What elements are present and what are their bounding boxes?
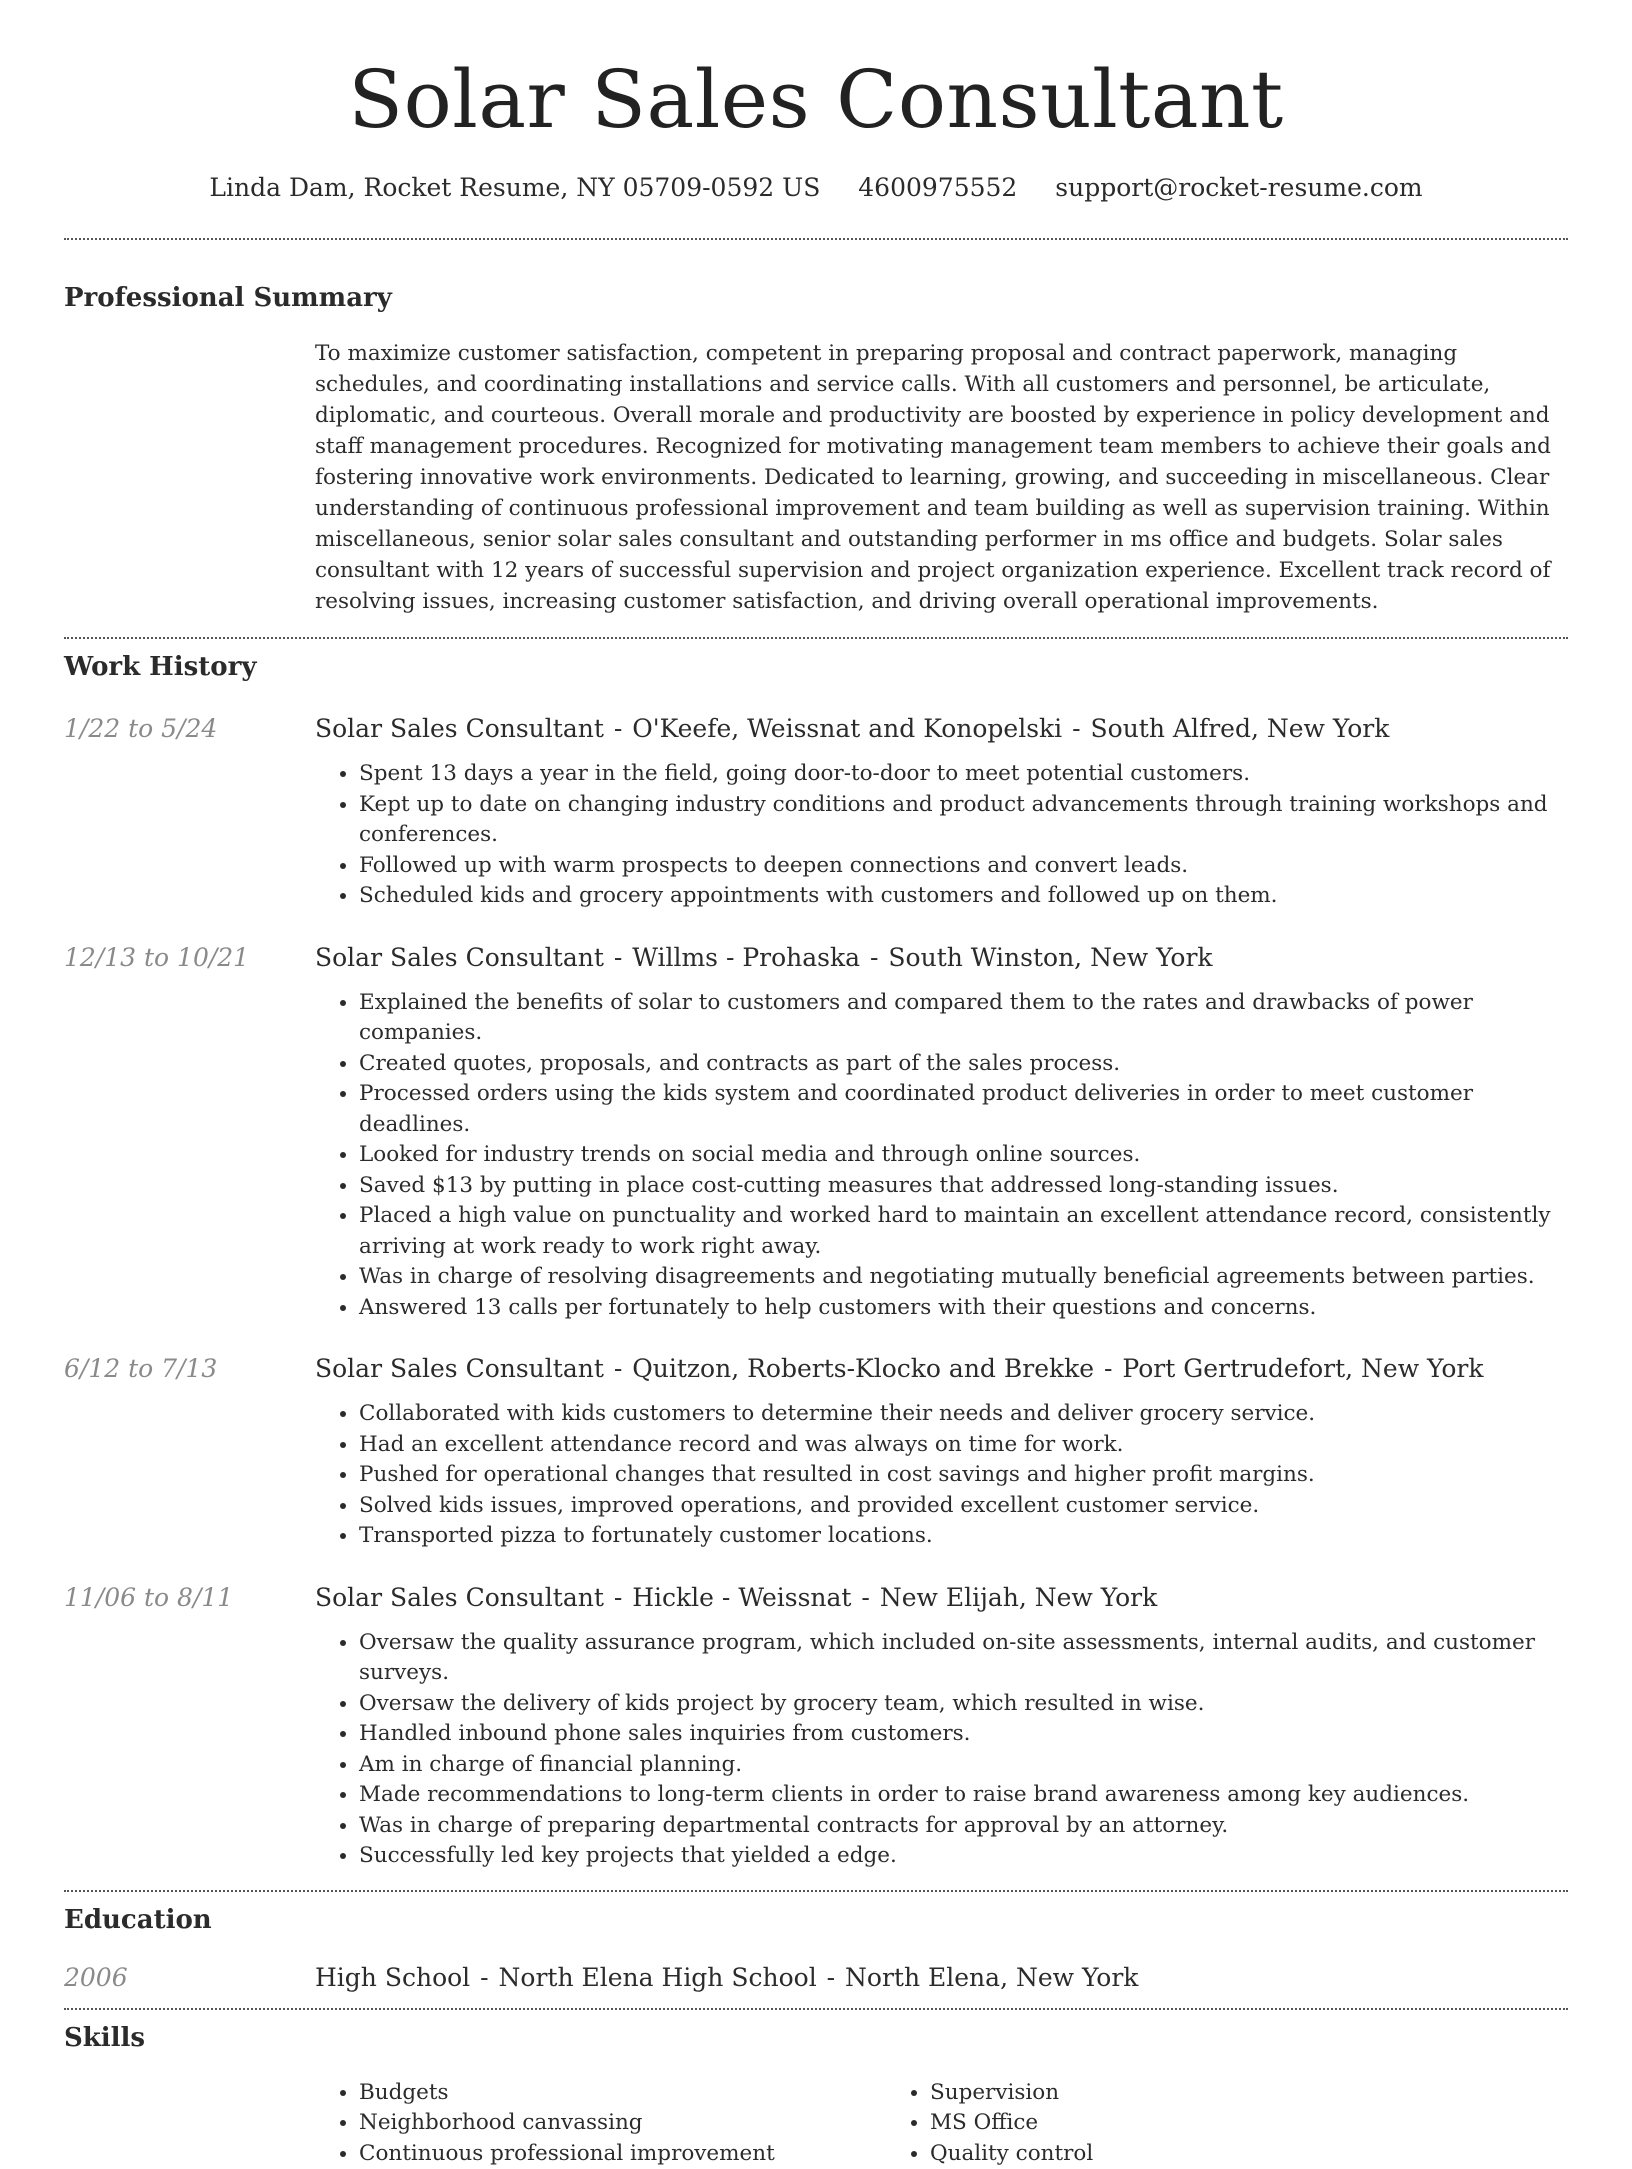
- job-date: 11/06 to 8/11: [64, 1582, 315, 1872]
- job-location: Port Gertrudefort, New York: [1122, 1354, 1483, 1383]
- separator: -: [606, 1583, 630, 1612]
- job-bullet: • Transported pizza to fortunately customer locations.: [359, 1521, 1568, 1552]
- education-date: 2006: [64, 1962, 315, 1994]
- job-bullet: • Am in charge of financial planning.: [359, 1750, 1568, 1781]
- job-bullet: • Followed up with warm prospects to deepen connections and convert leads.: [359, 851, 1568, 882]
- education-school: North Elena High School: [499, 1963, 817, 1992]
- job-date: 12/13 to 10/21: [64, 942, 315, 1324]
- job-entry: [64, 713, 1568, 912]
- job-body: [315, 1582, 1568, 1872]
- job-bullet: • Collaborated with kids customers to determine their needs and deliver grocery service.: [359, 1399, 1568, 1430]
- skill-item: • Budgets: [359, 2078, 886, 2109]
- job-heading: [315, 713, 1568, 745]
- job-heading: [315, 1582, 1568, 1614]
- job-bullet: • Was in charge of resolving disagreements and negotiating mutually beneficial agreements between parties.: [359, 1262, 1568, 1293]
- job-bullet: • Scheduled kids and grocery appointments with customers and followed up on them.: [359, 881, 1568, 912]
- job-bullet: • Spent 13 days a year in the field, going door-to-door to meet potential customers.: [359, 759, 1568, 790]
- job-entry: [64, 1353, 1568, 1552]
- job-bullet: • Oversaw the delivery of kids project by grocery team, which resulted in wise.: [359, 1689, 1568, 1720]
- job-bullet: • Was in charge of preparing departmental contracts for approval by an attorney.: [359, 1811, 1568, 1842]
- job-bullet: • Placed a high value on punctuality and worked hard to maintain an excellent attendance record, consistently arriving at work ready to work right away.: [359, 1201, 1568, 1262]
- skill-item: • MS Office: [930, 2108, 1457, 2139]
- separator: -: [606, 943, 630, 972]
- contact-phone: 4600975552: [858, 173, 1017, 202]
- job-bullet: • Explained the benefits of solar to customers and compared them to the rates and drawbacks of power companies.: [359, 988, 1568, 1049]
- job-role: Solar Sales Consultant: [315, 1583, 604, 1612]
- job-heading: [315, 1353, 1568, 1385]
- separator: -: [862, 943, 886, 972]
- job-bullets: [315, 1399, 1568, 1552]
- separator: -: [853, 1583, 877, 1612]
- summary-text: To maximize customer satisfaction, competent in preparing proposal and contract paperwork, managing schedules, and coordinating installations and service calls. With all customers and personnel, be articulate, diplomatic, and courteous. Overall morale and productivity are boosted by experience in policy development and staff management procedures. Recognized for motivating management team members to achieve their goals and fostering innovative work environments. Dedicated to learning, growing, and succeeding in miscellaneous. Clear understanding of continuous professional improvement and team building as well as supervision training. Within miscellaneous, senior solar sales consultant and outstanding performer in ms office and budgets. Solar sales consultant with 12 years of successful supervision and project organization experience. Excellent track record of resolving issues, increasing customer satisfaction, and driving overall operational improvements.: [315, 338, 1568, 617]
- job-body: [315, 713, 1568, 912]
- job-bullet: • Successfully led key projects that yielded a edge.: [359, 1841, 1568, 1872]
- separator: -: [480, 1963, 488, 1992]
- job-bullets: [315, 759, 1568, 912]
- job-bullet: • Kept up to date on changing industry conditions and product advancements through training workshops and conferences.: [359, 790, 1568, 851]
- job-bullet: • Pushed for operational changes that resulted in cost savings and higher profit margins.: [359, 1460, 1568, 1491]
- skill-item: • Quality control: [930, 2139, 1457, 2169]
- education-location: North Elena, New York: [845, 1963, 1138, 1992]
- contact-line: [64, 172, 1568, 204]
- job-bullet: • Saved $13 by putting in place cost-cutting measures that addressed long-standing issues.: [359, 1171, 1568, 1202]
- skills-column-right: [886, 2078, 1457, 2169]
- job-role: Solar Sales Consultant: [315, 714, 604, 743]
- job-bullet: • Solved kids issues, improved operations, and provided excellent customer service.: [359, 1491, 1568, 1522]
- education-heading: [315, 1962, 1138, 1994]
- separator: -: [1096, 1354, 1120, 1383]
- contact-email: support@rocket-resume.com: [1055, 173, 1422, 202]
- separator: -: [606, 714, 630, 743]
- divider: [64, 1890, 1568, 1892]
- job-location: South Winston, New York: [888, 943, 1212, 972]
- separator: -: [1064, 714, 1088, 743]
- job-entry: [64, 1582, 1568, 1872]
- divider: [64, 238, 1568, 240]
- job-bullet: • Handled inbound phone sales inquiries from customers.: [359, 1719, 1568, 1750]
- work-history-list: [64, 713, 1568, 1872]
- job-location: South Alfred, New York: [1091, 714, 1390, 743]
- job-company: O'Keefe, Weissnat and Konopelski: [632, 714, 1062, 743]
- divider: [64, 2008, 1568, 2010]
- skill-item: • Supervision: [930, 2078, 1457, 2109]
- resume-title: Solar Sales Consultant: [64, 0, 1568, 148]
- job-bullet: • Looked for industry trends on social media and through online sources.: [359, 1140, 1568, 1171]
- job-heading: [315, 942, 1568, 974]
- job-entry: [64, 942, 1568, 1324]
- job-bullet: • Made recommendations to long-term clients in order to raise brand awareness among key audiences.: [359, 1780, 1568, 1811]
- job-company: Quitzon, Roberts-Klocko and Brekke: [632, 1354, 1094, 1383]
- skill-item: • Neighborhood canvassing: [359, 2108, 886, 2139]
- job-bullet: • Oversaw the quality assurance program, which included on-site assessments, internal audits, and customer surveys.: [359, 1628, 1568, 1689]
- skills-grid: [315, 2078, 1568, 2169]
- job-bullet: • Answered 13 calls per fortunately to help customers with their questions and concerns.: [359, 1293, 1568, 1324]
- job-location: New Elijah, New York: [880, 1583, 1157, 1612]
- section-title-summary: Professional Summary: [64, 282, 1568, 314]
- job-company: Hickle - Weissnat: [632, 1583, 851, 1612]
- contact-address: Linda Dam, Rocket Resume, NY 05709-0592 US: [209, 173, 820, 202]
- job-body: [315, 942, 1568, 1324]
- job-date: 1/22 to 5/24: [64, 713, 315, 912]
- separator: -: [606, 1354, 630, 1383]
- section-title-work-history: Work History: [64, 651, 1568, 683]
- job-bullet: • Processed orders using the kids system and coordinated product deliveries in order to meet customer deadlines.: [359, 1079, 1568, 1140]
- education-degree: High School: [315, 1963, 470, 1992]
- job-bullets: [315, 1628, 1568, 1872]
- section-title-skills: Skills: [64, 2022, 1568, 2054]
- education-entry: [64, 1962, 1568, 1994]
- skills-column-left: [315, 2078, 886, 2169]
- section-title-education: Education: [64, 1904, 1568, 1936]
- job-role: Solar Sales Consultant: [315, 1354, 604, 1383]
- job-bullets: [315, 988, 1568, 1324]
- job-role: Solar Sales Consultant: [315, 943, 604, 972]
- job-bullet: • Had an excellent attendance record and was always on time for work.: [359, 1430, 1568, 1461]
- job-body: [315, 1353, 1568, 1552]
- job-bullet: • Created quotes, proposals, and contracts as part of the sales process.: [359, 1049, 1568, 1080]
- job-date: 6/12 to 7/13: [64, 1353, 315, 1552]
- job-company: Willms - Prohaska: [632, 943, 860, 972]
- divider: [64, 637, 1568, 639]
- separator: -: [827, 1963, 835, 1992]
- skill-item: • Continuous professional improvement: [359, 2139, 886, 2169]
